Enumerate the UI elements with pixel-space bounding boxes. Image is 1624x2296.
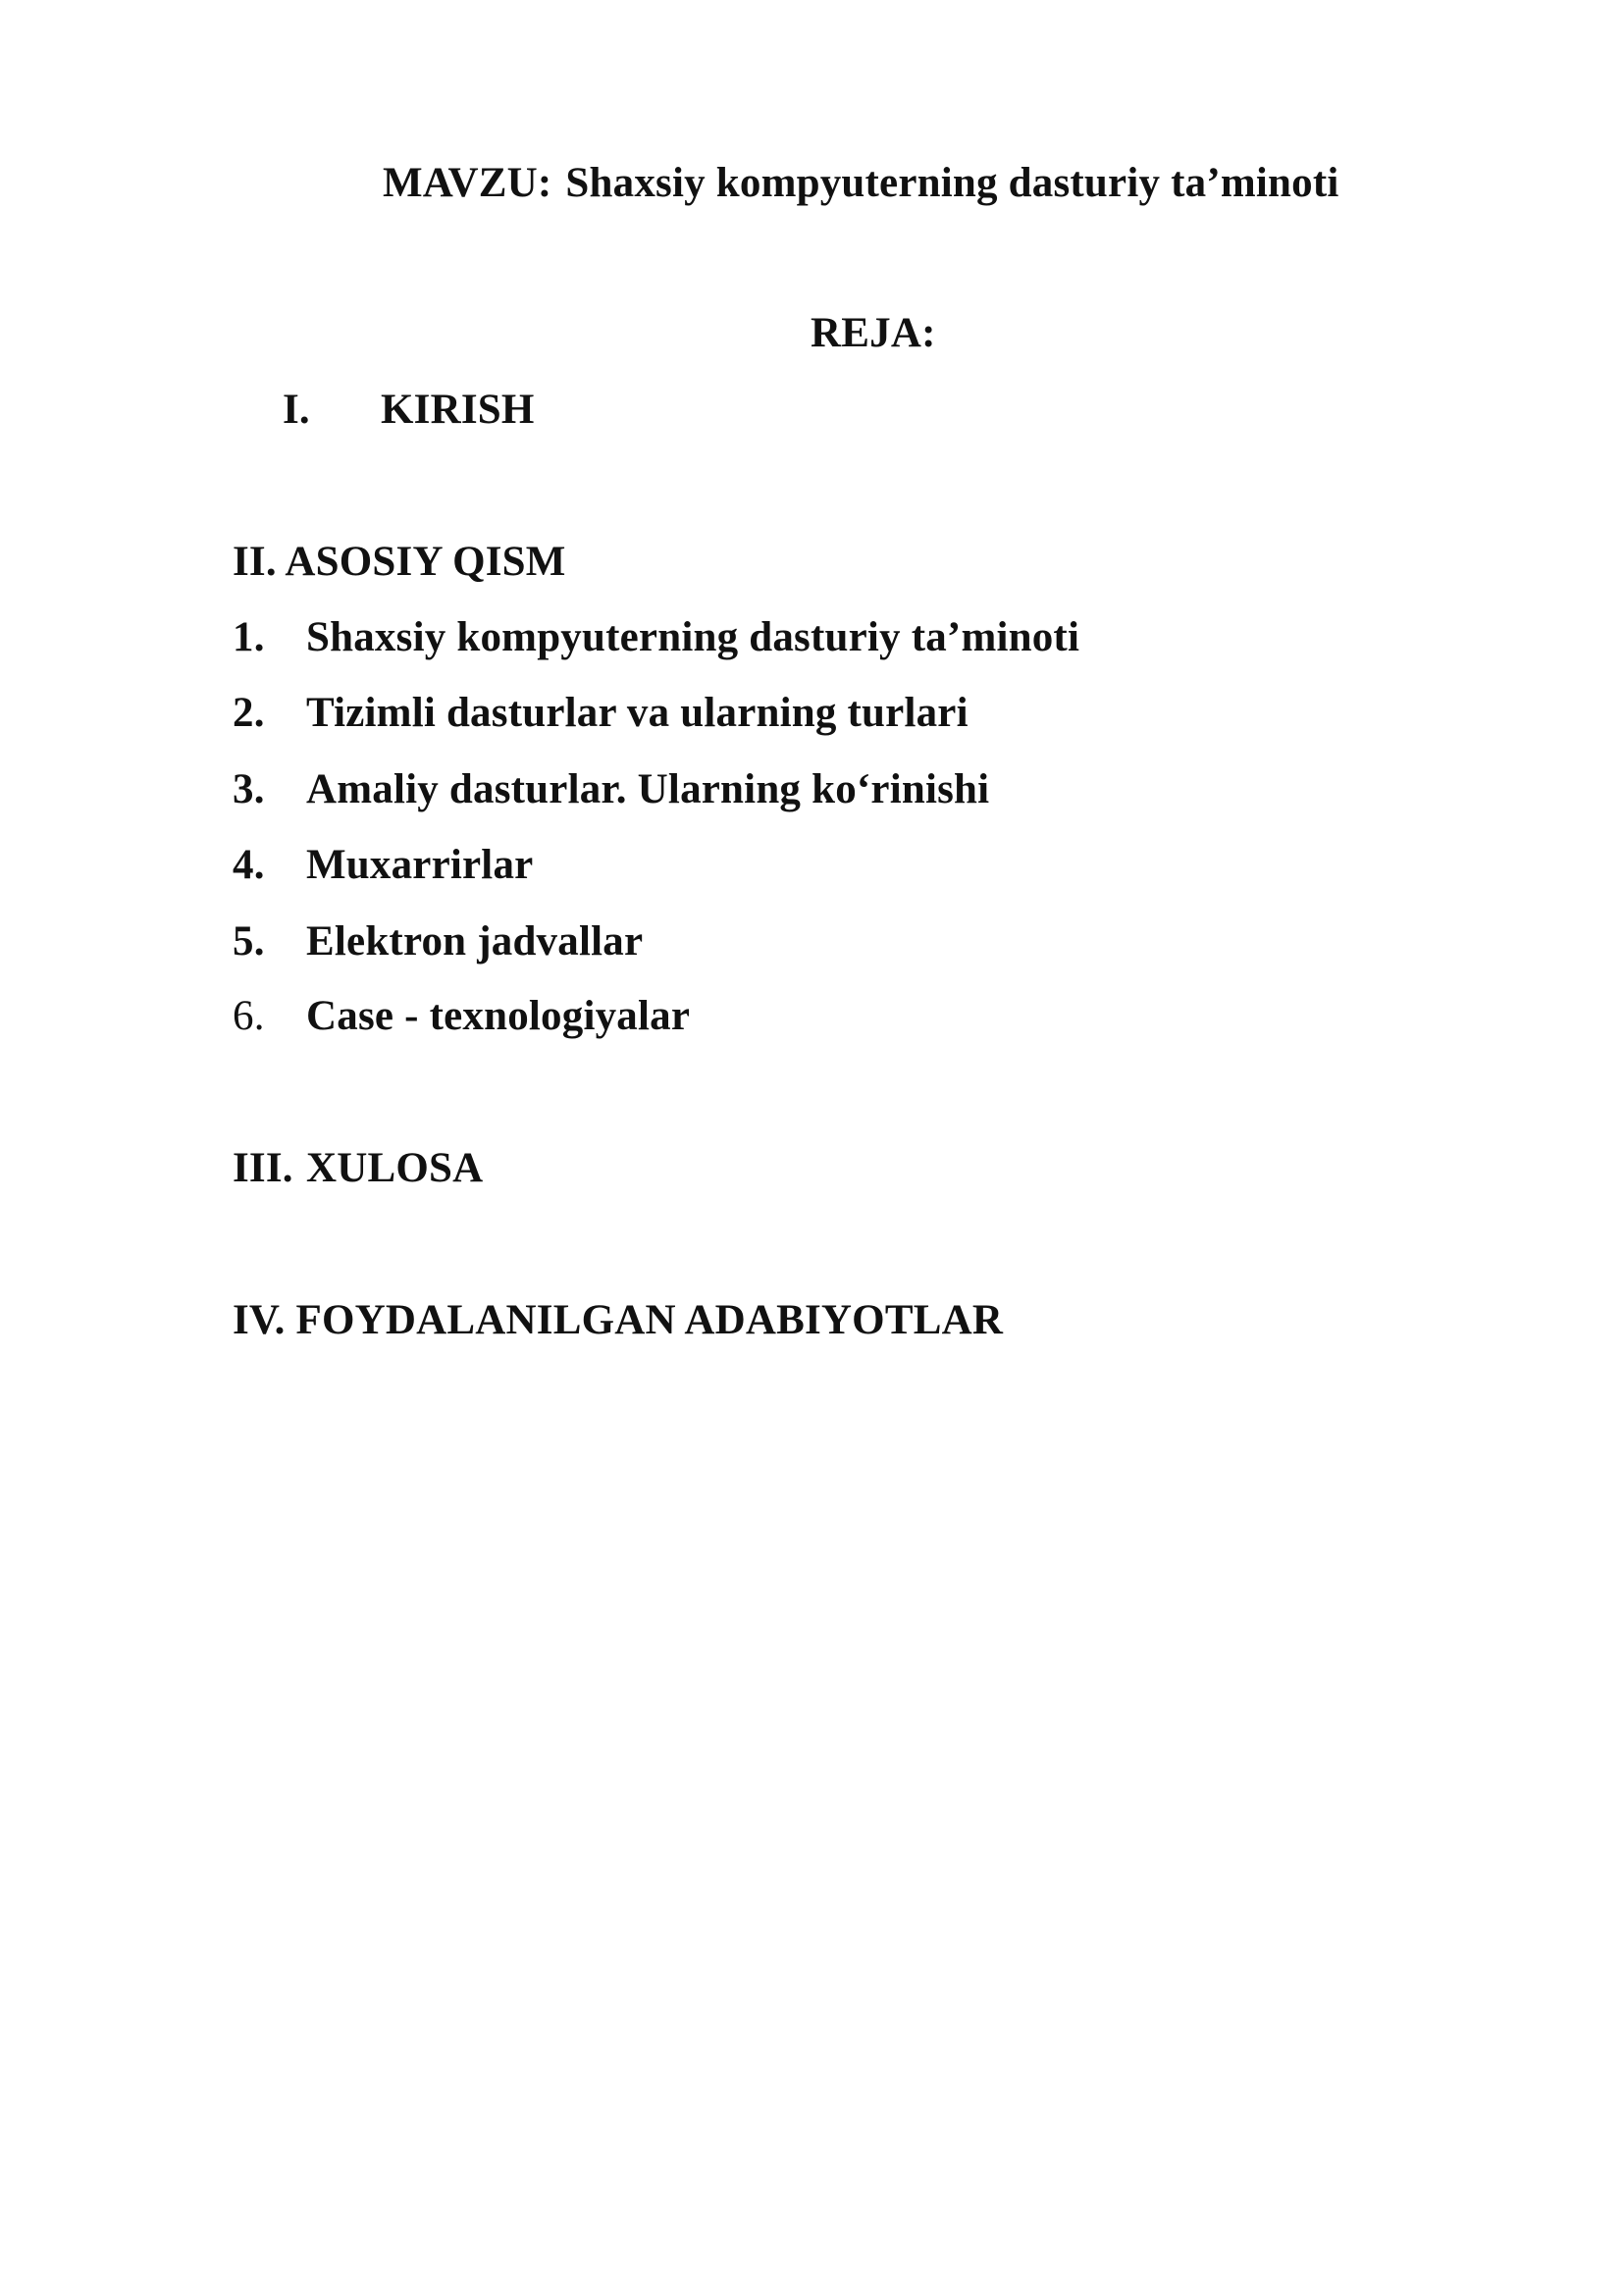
section3-numeral: III. [233,1145,293,1191]
plan-item-number: 2. [233,690,265,736]
plan-item-number: 3. [233,766,265,812]
plan-item-text: Case - texnologiyalar [306,993,691,1039]
plan-item [233,616,1079,658]
title-prefix: MAVZU: [383,160,552,206]
section1-label: KIRISH [381,387,535,433]
plan-item [233,995,690,1037]
plan-item-text: Amaliy dasturlar. Ularning ko‘rinishi [306,766,990,812]
plan-item-text: Shaxsiy kompyuterning dasturiy ta’minoti [306,614,1080,660]
plan-item [233,844,533,886]
plan-item-text: Tizimli dasturlar va ularning turlari [306,690,969,736]
section2-heading: II. ASOSIY QISM [233,539,566,585]
section3-label: XULOSA [306,1145,484,1191]
plan-item-number: 1. [233,614,265,660]
plan-item-text: Elektron jadvallar [306,918,644,965]
title-text: Shaxsiy kompyuterning dasturiy ta’minoti [565,160,1339,206]
section3-heading [233,1147,483,1189]
plan-item-number: 6. [233,993,265,1039]
plan-item-number: 5. [233,918,265,965]
plan-item [233,692,969,734]
plan-heading: REJA: [811,310,936,356]
section1-numeral: I. [283,387,310,433]
document-title [383,162,1339,204]
plan-item [233,920,643,963]
plan-item [233,768,989,810]
section4-heading: IV. FOYDALANILGAN ADABIYOTLAR [233,1297,1004,1343]
plan-item-text: Muxarrirlar [306,842,534,888]
plan-item-number: 4. [233,842,265,888]
